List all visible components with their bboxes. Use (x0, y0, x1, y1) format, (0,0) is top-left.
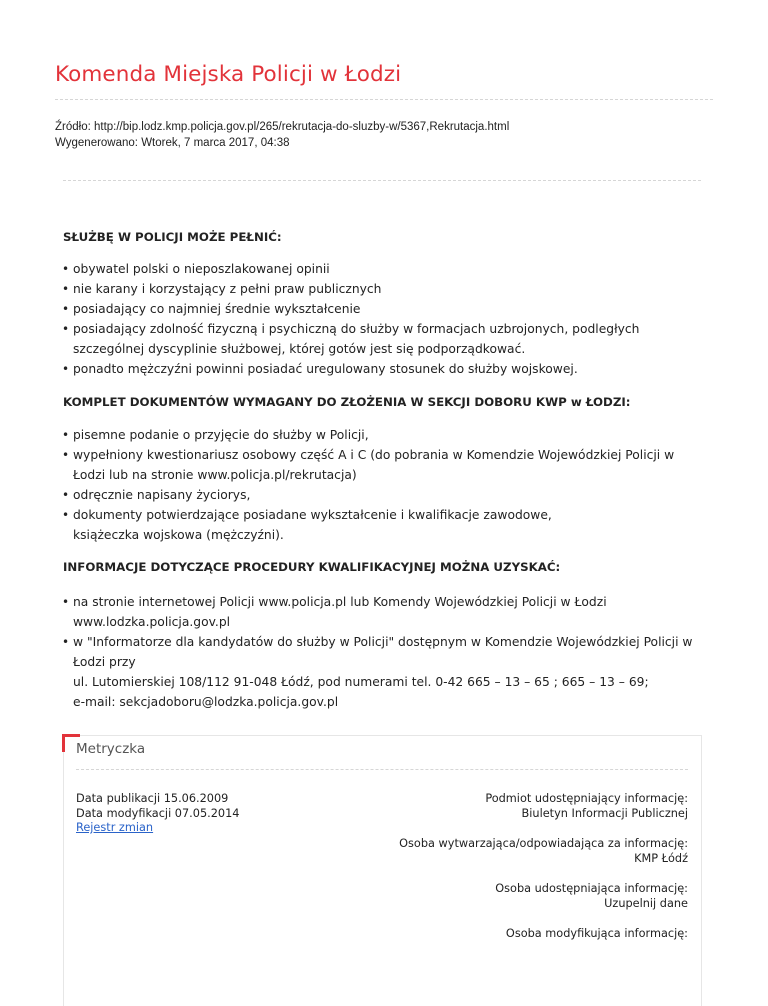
metryczka-people (399, 792, 688, 958)
generated-date: Wygenerowano: Wtorek, 7 marca 2017, 04:38 (55, 137, 290, 149)
list-item: • ponadto mężczyźni powinni posiadać uregulowany stosunek do służby wojskowej. (63, 359, 703, 379)
source-url: Źródło: http://bip.lodz.kmp.policja.gov.pl/265/rekrutacja-do-sluzby-w/5367,Rekrutacja.html (55, 121, 510, 133)
divider (76, 769, 688, 770)
publisher-value: Uzupelnij dane (604, 896, 688, 910)
list-item: • posiadający co najmniej średnie wykształcenie (63, 299, 703, 319)
metryczka-dates (76, 792, 239, 836)
metryczka-title: Metryczka (76, 741, 146, 757)
author-label: Osoba wytwarzająca/odpowiadająca za informację: (399, 837, 688, 850)
publication-date: Data publikacji 15.06.2009 (76, 792, 229, 805)
publisher-label: Osoba udostępniająca informację: (495, 882, 688, 895)
info-list (63, 592, 703, 712)
list-item: • dokumenty potwierdzające posiadane wykształcenie i kwalifikacje zawodowe, książeczka wojskowa (mężczyźni). (63, 505, 703, 545)
list-item: • obywatel polski o nieposzlakowanej opinii (63, 259, 703, 279)
list-item: • w "Informatorze dla kandydatów do służby w Policji" dostępnym w Komendzie Wojewódzkiej Policji w Łodzi przy ul. Lutomierskiej 108/112 91-048 Łódź, pod numerami tel. 0-42 665 – 13 – 65 ; 665 – 13 – 69; e-mail: sekcjadoboru@lodzka.policja.gov.pl (63, 632, 703, 712)
author-value: KMP Łódź (634, 851, 688, 865)
list-item: • posiadający zdolność fizyczną i psychiczną do służby w formacjach uzbrojonych, podległych szczególnej dyscyplinie służbowej, której gotów jest się podporządkować. (63, 319, 703, 359)
list-item: • wypełniony kwestionariusz osobowy część A i C (do pobrania w Komendzie Wojewódzkiej Policji w Łodzi lub na stronie www.policja.pl/rekrutacja) (63, 445, 703, 485)
documents-list (63, 425, 703, 545)
requirements-list (63, 259, 703, 379)
list-item: • odręcznie napisany życiorys, (63, 485, 703, 505)
modifier-label: Osoba modyfikująca informację: (505, 927, 688, 940)
modification-date: Data modyfikacji 07.05.2014 (76, 806, 240, 820)
section-heading: SŁUŻBĘ W POLICJI MOŻE PEŁNIĆ: (63, 230, 282, 244)
source-info (55, 119, 509, 151)
divider (55, 99, 713, 100)
list-item: • na stronie internetowej Policji www.policja.pl lub Komendy Wojewódzkiej Policji w Łodzi www.lodzka.policja.gov.pl (63, 592, 703, 632)
list-item: • nie karany i korzystający z pełni praw publicznych (63, 279, 703, 299)
metryczka-panel (63, 735, 702, 1006)
page-title: Komenda Miejska Policji w Łodzi (55, 62, 402, 87)
section-heading: INFORMACJE DOTYCZĄCE PROCEDURY KWALIFIKACYJNEJ MOŻNA UZYSKAĆ: (63, 560, 561, 574)
entity-value: Biuletyn Informacji Publicznej (521, 806, 688, 820)
change-register-link[interactable]: Rejestr zmian (76, 821, 154, 834)
section-heading: KOMPLET DOKUMENTÓW WYMAGANY DO ZŁOŻENIA W SEKCJI DOBORU KWP w ŁODZI: (63, 395, 631, 409)
entity-label: Podmiot udostępniający informację: (485, 792, 688, 805)
divider (63, 180, 701, 181)
list-item: • pisemne podanie o przyjęcie do służby w Policji, (63, 425, 703, 445)
